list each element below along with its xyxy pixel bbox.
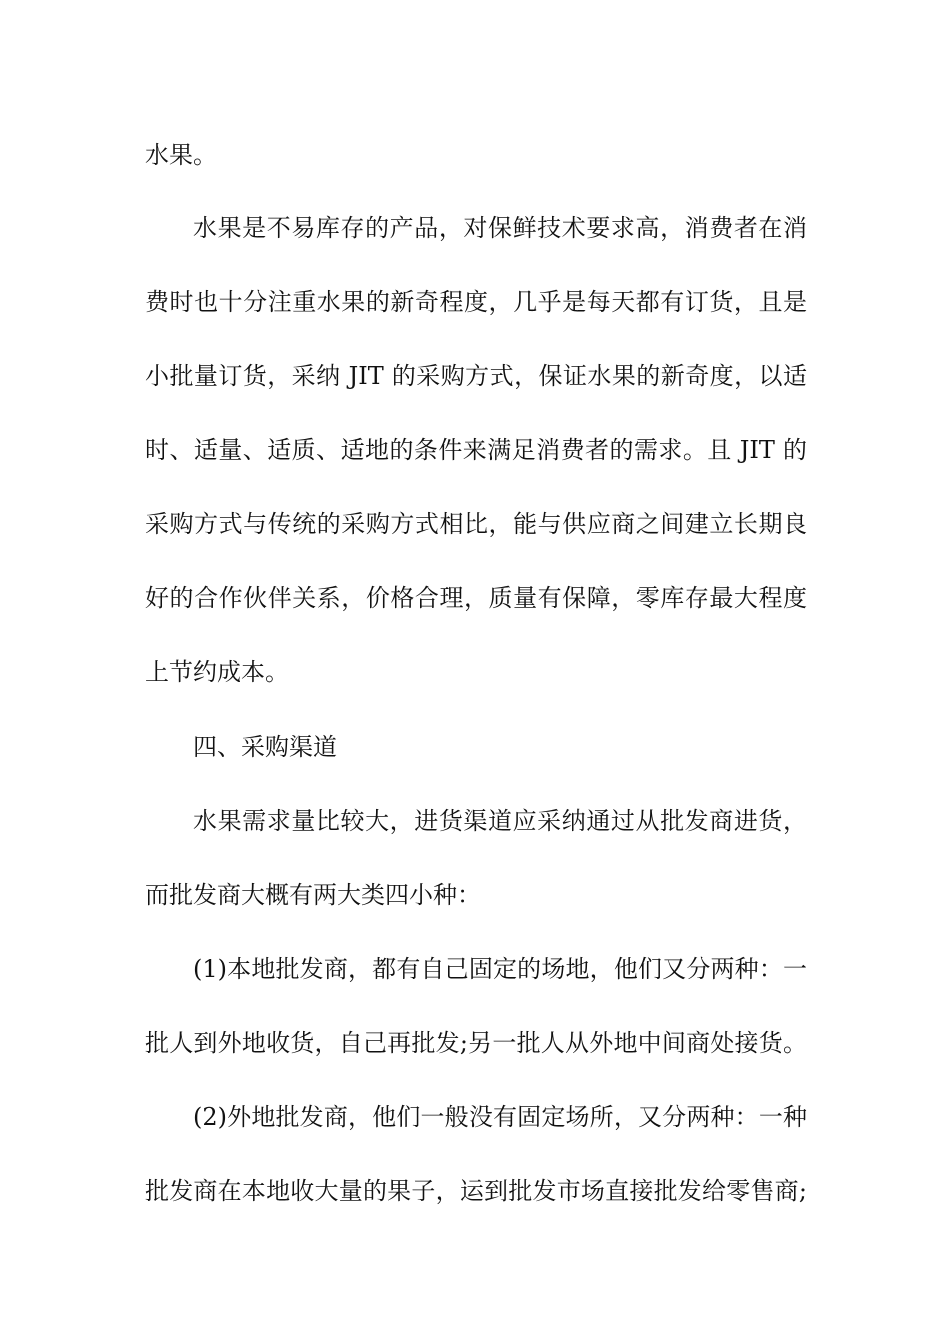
text-line-1: 水果。 [145,141,217,169]
text-line-6: 采购方式与传统的采购方式相比，能与供应商之间建立长期良 [145,510,807,538]
text-line-14: (2)外地批发商，他们一般没有固定场所，又分两种：一种 [193,1103,807,1131]
text-line-5: 时、适量、适质、适地的条件来满足消费者的需求。且 JIT 的 [145,436,807,464]
text-line-7: 好的合作伙伴关系，价格合理，质量有保障，零库存最大程度 [145,584,807,612]
text-line-3: 费时也十分注重水果的新奇程度，几乎是每天都有订货，且是 [145,288,807,316]
text-line-4: 小批量订货，采纳 JIT 的采购方式，保证水果的新奇度，以适 [145,362,807,390]
text-line-12: (1)本地批发商，都有自己固定的场地，他们又分两种：一 [193,955,807,983]
text-line-11: 而批发商大概有两大类四小种： [145,881,481,909]
section-heading: 四、采购渠道 [193,733,337,761]
text-line-2: 水果是不易库存的产品，对保鲜技术要求高，消费者在消 [193,214,807,242]
text-line-13: 批人到外地收货，自己再批发;另一批人从外地中间商处接货。 [145,1029,807,1057]
text-line-15: 批发商在本地收大量的果子，运到批发市场直接批发给零售商; [145,1177,807,1205]
text-line-8: 上节约成本。 [145,658,289,686]
text-line-10: 水果需求量比较大，进货渠道应采纳通过从批发商进货， [193,807,807,835]
